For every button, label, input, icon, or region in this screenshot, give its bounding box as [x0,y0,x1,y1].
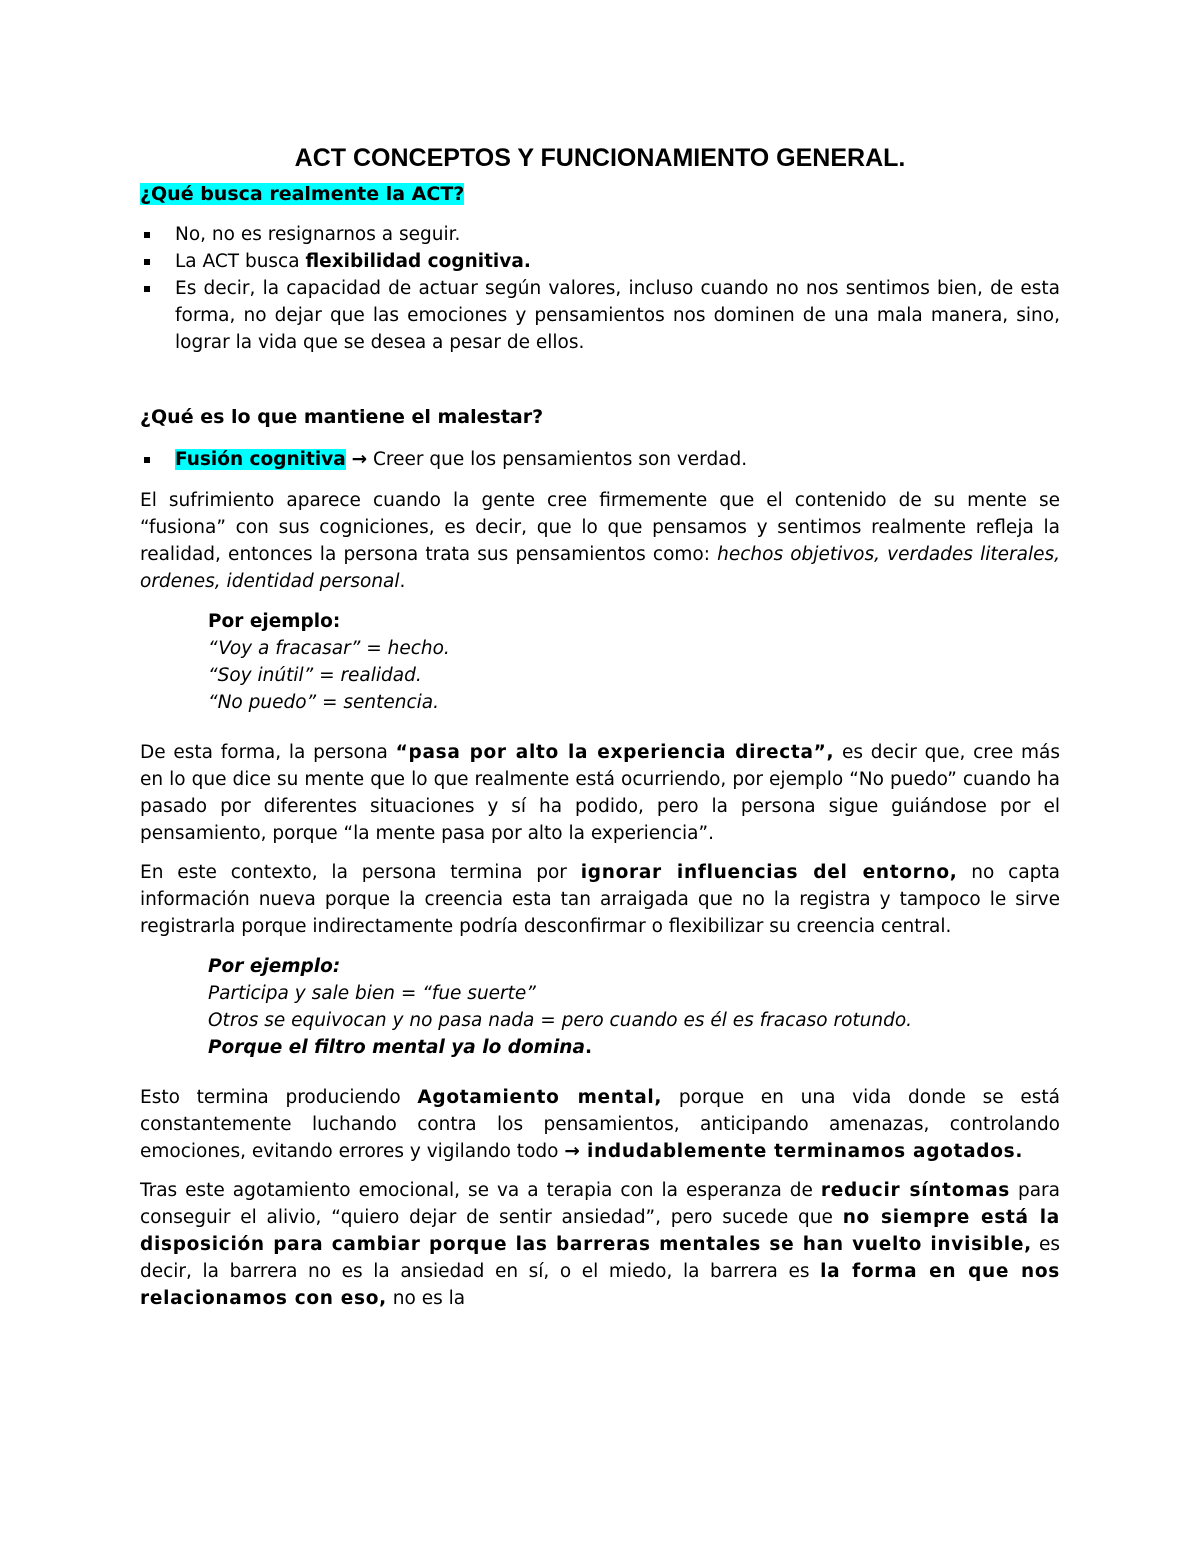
highlighted-term: Fusión cognitiva [175,449,346,470]
bullet-text: La ACT busca [175,251,306,272]
document-body [140,143,1060,1312]
bullet-text: Es decir, la capacidad de actuar según valores, incluso cuando no nos sentimos bien, de esta forma, no dejar que las emociones y pensamientos nos dominen de una mala manera, sino, lograr la vida que se desea a pesar de ellos. [175,278,1060,353]
paragraph-terapia [140,1177,1060,1312]
bold-text: reducir síntomas [820,1180,1010,1201]
arrow-icon: → [351,449,368,470]
example-block-2 [208,953,1060,1061]
list-item [140,275,1060,356]
section-heading-malestar: ¿Qué es lo que mantiene el malestar? [140,406,544,428]
italic-text: hechos objetivos, verdades literales, ordenes, identidad personal [140,544,1060,592]
paragraph-text: es decir, la barrera no es la ansiedad en sí, o el miedo, la barrera es [140,1234,1061,1282]
bullet-text: No, no es resignarnos a seguir. [175,224,461,245]
paragraph-text: En este contexto, la persona termina por [140,862,581,883]
example-line: Otros se equivocan y no pasa nada = pero cuando es él es fracaso rotundo. [208,1010,913,1031]
list-item [140,221,1060,248]
bold-text: indudablemente terminamos agotados. [579,1141,1024,1162]
paragraph-text: porque en una vida donde se está constantemente luchando contra los pensamientos, anticipando amenazas, controlando emociones, evitando errores y vigilando todo [140,1087,1060,1162]
example-line: “No puedo” = sentencia. [208,692,440,713]
paragraph-text: El sufrimiento aparece cuando la gente cree firmemente que el contenido de su mente se “fusiona” con sus cogniciones, es decir, que lo que pensamos y sentimos realmente refleja la realidad, entonces la persona trata sus pensamientos como: [140,490,1060,565]
paragraph-text: no capta información nueva porque la creencia esta tan arraigada que no la registra y tampoco le sirve registrarla porque indirectamente podría desconfirmar o flexibilizar su creencia central. [140,862,1060,937]
example-label: Por ejemplo: [208,956,341,977]
paragraph-text: De esta forma, la persona [140,742,396,763]
bold-text: no siempre está la disposición para cambiar porque las barreras mentales se han vuelto invisible, [140,1207,1060,1255]
example-line: Participa y sale bien = “fue suerte” [208,983,536,1004]
example-label: Por ejemplo: [208,611,341,632]
list-item [140,446,1060,473]
bold-text: ignorar influencias del entorno, [580,862,958,883]
paragraph-text: . [399,571,406,592]
bold-text: la forma en que nos relacionamos con eso, [140,1261,1060,1309]
arrow-icon: → [564,1141,580,1162]
list-item [140,248,1060,275]
paragraph-sufrimiento [140,487,1060,595]
section-heading-act [140,179,1060,209]
highlighted-heading: ¿Qué busca realmente la ACT? [140,183,465,205]
bullet-list-fusion [140,446,1060,473]
example-line-end: . [584,1037,592,1058]
bullet-list-act [140,221,1060,356]
paragraph-text: Tras este agotamiento emocional, se va a terapia con la esperanza de [140,1180,821,1201]
example-line: Porque el filtro mental ya lo domina [208,1037,585,1058]
paragraph-entorno [140,859,1060,940]
paragraph-experiencia [140,739,1060,847]
example-line: “Soy inútil” = realidad. [208,665,422,686]
bullet-bold-text: flexibilidad cognitiva. [305,251,531,272]
bold-text: Agotamiento mental, [417,1087,663,1108]
paragraph-text: Esto termina produciendo [140,1087,418,1108]
paragraph-agotamiento [140,1084,1060,1165]
page-title: ACT CONCEPTOS Y FUNCIONAMIENTO GENERAL. [294,144,906,172]
example-line: “Voy a fracasar” = hecho. [208,638,450,659]
paragraph-text: no es la [386,1288,466,1309]
paragraph-text: para conseguir el alivio, “quiero dejar de sentir ansiedad”, pero sucede que [140,1180,1060,1228]
bold-text: “pasa por alto la experiencia directa”, [395,742,835,763]
paragraph-text: es decir que, cree más en lo que dice su mente que lo que realmente está ocurriendo, por ejemplo “No puedo” cuando ha pasado por diferentes situaciones y sí ha podido, pero la persona sigue guiándose por el pensamiento, porque “la mente pasa por alto la experiencia”. [140,742,1060,844]
bullet-text: Creer que los pensamientos son verdad. [367,449,748,470]
example-block-1 [208,608,1060,716]
